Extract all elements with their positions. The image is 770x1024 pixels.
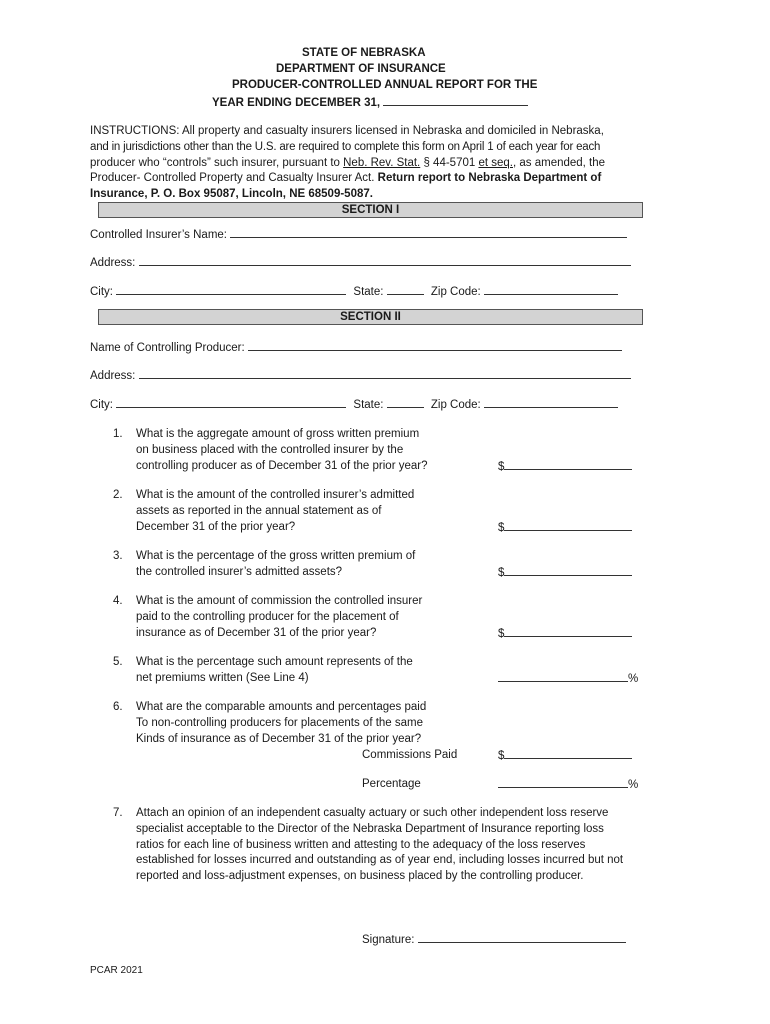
controlling-producer-name-row: Name of Controlling Producer: (90, 339, 622, 356)
q1-number: 1. (113, 428, 123, 440)
section-1-city-row: City: State: Zip Code: (90, 283, 618, 300)
q1-line-1: What is the aggregate amount of gross written premium (136, 428, 420, 440)
header-state: STATE OF NEBRASKA (302, 47, 426, 59)
q6-percentage-label: Percentage (362, 778, 421, 790)
q2-line-3: December 31 of the prior year? (136, 521, 296, 533)
section-1-state-field[interactable] (387, 283, 424, 295)
q4-line-1: What is the amount of commission the controlled insurer (136, 595, 423, 607)
q2-number: 2. (113, 489, 123, 501)
section-2-city-row: City: State: Zip Code: (90, 396, 618, 413)
q7-number: 7. (113, 807, 123, 819)
q3-line-1: What is the percentage of the gross written premium of (136, 550, 416, 562)
section-1-address-row: Address: (90, 254, 631, 271)
header-year-ending: YEAR ENDING DECEMBER 31, (212, 94, 528, 111)
year-blank[interactable] (383, 94, 528, 106)
header-report-title: PRODUCER-CONTROLLED ANNUAL REPORT FOR THE (232, 79, 538, 91)
q7-line-5: reported and loss-adjustment expenses, on business placed by the controlling producer. (136, 870, 584, 882)
section-2-address-row: Address: (90, 367, 631, 384)
instructions-line-5: Insurance, P. O. Box 95087, Lincoln, NE 68509-5087. (90, 188, 373, 200)
controlled-insurer-name-row: Controlled Insurer’s Name: (90, 226, 627, 243)
section-2-address-field[interactable] (139, 367, 631, 379)
section-1-header: SECTION I (98, 202, 643, 218)
section-1-city-field[interactable] (116, 283, 346, 295)
q6-line-2: To non-controlling producers for placements of the same (136, 717, 424, 729)
q1-line-2: on business placed with the controlled insurer by the (136, 444, 404, 456)
section-1-zip-field[interactable] (484, 283, 618, 295)
q4-line-2: paid to the controlling producer for the placement of (136, 611, 399, 623)
header-department: DEPARTMENT OF INSURANCE (276, 63, 446, 75)
q2-line-2: assets as reported in the annual statement as of (136, 505, 382, 517)
q6-commissions-answer: $ (498, 747, 632, 764)
q1-amount-field[interactable] (504, 458, 632, 470)
q7-line-4: established for losses incurred and outstanding as of year end, including losses incurred but not (136, 854, 624, 866)
q5-percentage-field[interactable] (498, 670, 628, 682)
q2-answer: $ (498, 519, 632, 536)
q4-line-3: insurance as of December 31 of the prior year? (136, 627, 377, 639)
q2-line-1: What is the amount of the controlled insurer’s admitted (136, 489, 415, 501)
q6-percentage-answer: % (498, 776, 638, 793)
q6-commissions-field[interactable] (504, 747, 632, 759)
instructions-line-4: Producer- Controlled Property and Casualty Insurer Act. Return report to Nebraska Department of (90, 172, 602, 184)
section-2-header: SECTION II (98, 309, 643, 325)
signature-field[interactable] (418, 931, 626, 943)
q3-amount-field[interactable] (504, 564, 632, 576)
controlling-producer-name-field[interactable] (248, 339, 622, 351)
q6-line-1: What are the comparable amounts and percentages paid (136, 701, 427, 713)
q5-line-2: net premiums written (See Line 4) (136, 672, 309, 684)
q4-number: 4. (113, 595, 123, 607)
q7-line-2: specialist acceptable to the Director of the Nebraska Department of Insurance reporting loss (136, 823, 604, 835)
q2-amount-field[interactable] (504, 519, 632, 531)
instructions-line-1: INSTRUCTIONS: All property and casualty insurers licensed in Nebraska and domiciled in Nebraska, (90, 125, 604, 137)
q6-line-3: Kinds of insurance as of December 31 of the prior year? (136, 733, 422, 745)
controlled-insurer-name-field[interactable] (230, 226, 627, 238)
section-2-zip-field[interactable] (484, 396, 618, 408)
q5-number: 5. (113, 656, 123, 668)
section-2-city-field[interactable] (116, 396, 346, 408)
q5-line-1: What is the percentage such amount represents of the (136, 656, 413, 668)
q1-line-3: controlling producer as of December 31 of the prior year? (136, 460, 428, 472)
q3-answer: $ (498, 564, 632, 581)
q7-line-3: ratios for each line of business written and attesting to the adequacy of the loss reserves (136, 839, 586, 851)
instructions-line-3: producer who “controls” such insurer, pursuant to Neb. Rev. Stat. § 44-5701 et seq., as amended, the (90, 157, 606, 169)
signature-row: Signature: (362, 931, 626, 948)
section-2-state-field[interactable] (387, 396, 424, 408)
q4-answer: $ (498, 625, 632, 642)
q3-line-2: the controlled insurer’s admitted assets? (136, 566, 343, 578)
q6-number: 6. (113, 701, 123, 713)
q7-line-1: Attach an opinion of an independent casualty actuary or such other independent loss reserve (136, 807, 609, 819)
section-1-address-field[interactable] (139, 254, 631, 266)
q3-number: 3. (113, 550, 123, 562)
q6-percentage-field[interactable] (498, 776, 628, 788)
q6-commissions-label: Commissions Paid (362, 749, 458, 761)
instructions-line-2: and in jurisdictions other than the U.S. are required to complete this form on April 1 of each year for each (90, 141, 601, 153)
q5-answer: % (498, 670, 638, 687)
q1-answer: $ (498, 458, 632, 475)
form-code: PCAR 2021 (90, 965, 143, 976)
q4-amount-field[interactable] (504, 625, 632, 637)
